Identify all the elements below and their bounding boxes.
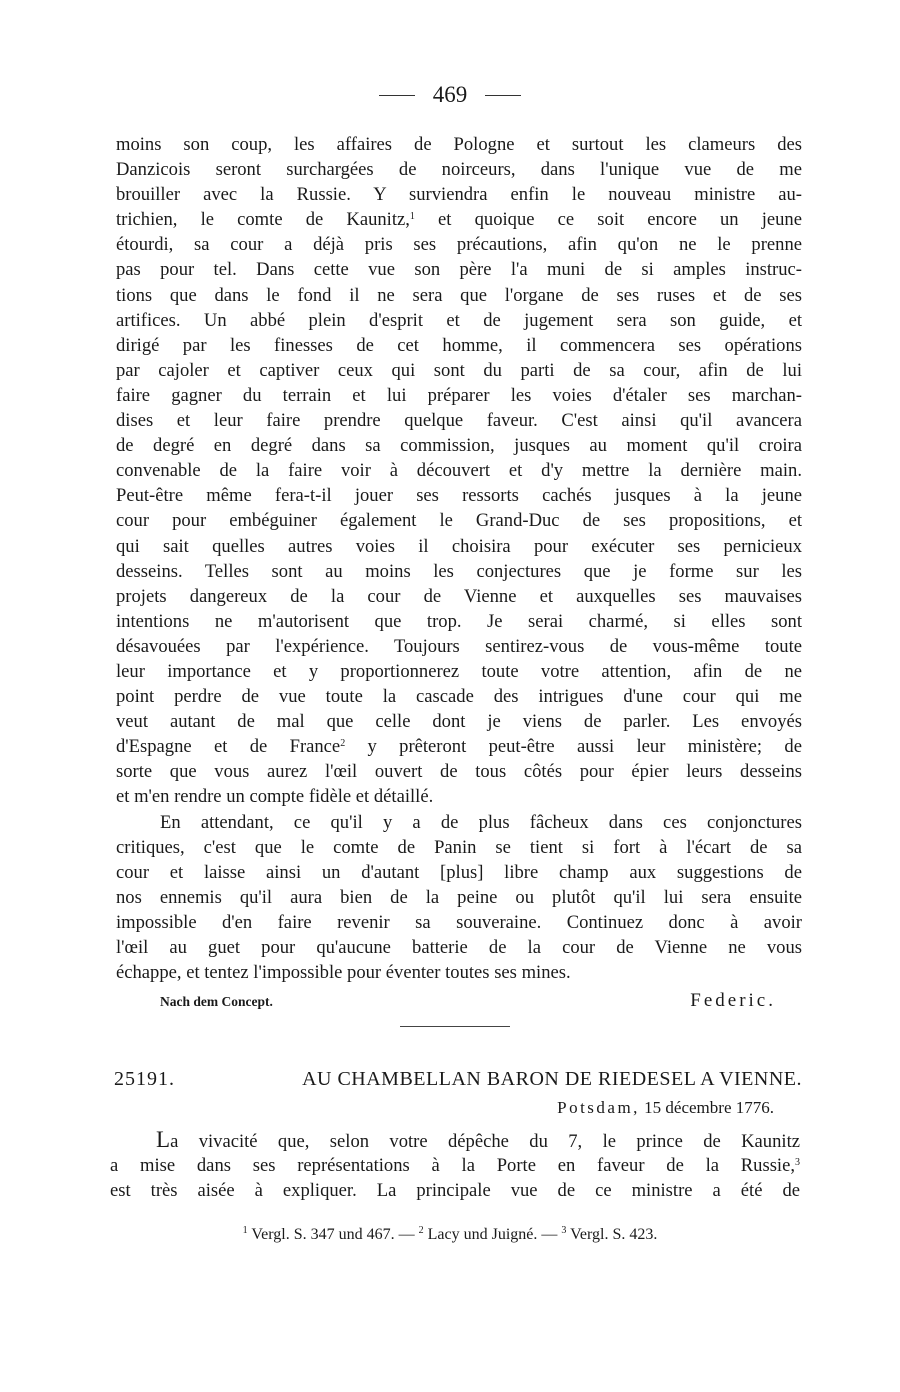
body-line-part: et quoique ce soit encore un jeune (414, 209, 802, 231)
signature: Federic. (690, 990, 776, 1011)
letter-opening (110, 1127, 800, 1204)
source-note: Nach dem Concept. (160, 994, 273, 1009)
body-line: pas pour tel. Dans cette vue son père l'a muni de si amples instruc- (116, 259, 802, 281)
body-line: étourdi, sa cour a déjà pris ses précautions, afin qu'on ne le prenne (116, 234, 802, 256)
body-line: point perdre de vue toute la cascade des intrigues d'une cour qui me (116, 686, 802, 708)
footnote-ref: 1 (409, 211, 415, 223)
body-line: cour et laisse ainsi un d'autant [plus] libre champ aux suggestions de (116, 861, 802, 883)
letter-place: Potsdam, (557, 1098, 640, 1117)
body-line: desseins. Telles sont au moins les conjectures que je forme sur les (116, 560, 802, 582)
body-line: cour pour embéguiner également le Grand-Duc de ses propositions, et (116, 510, 802, 532)
body-line: artifices. Un abbé plein d'esprit et de jugement sera son guide, et (116, 309, 802, 331)
body-line: sorte que vous aurez l'œil ouvert de tous côtés pour épier leurs desseins (116, 761, 802, 783)
body-line: l'œil au guet pour qu'aucune batterie de la cour de Vienne ne vous (116, 937, 802, 958)
footnote-mark: 1 (242, 1225, 248, 1236)
body-line: moins son coup, les affaires de Pologne et surtout les clameurs des (116, 134, 802, 155)
body-line: de degré en degré dans sa commission, jusques au moment qu'il croira (116, 435, 802, 457)
footnote-mark: 3 (561, 1225, 567, 1236)
letter-number: 25191. (114, 1068, 175, 1090)
letter-line: est très aisée à expliquer. La principale vue de ce ministre a été de (110, 1180, 800, 1201)
body-line: projets dangereux de la cour de Vienne et auxquelles ses mauvaises (116, 585, 802, 607)
letter-line-part: a vivacité que, selon votre dépêche du 7, le prince de Kaunitz (170, 1131, 800, 1152)
body-line: brouiller avec la Russie. Y surviendra enfin le nouveau ministre au- (116, 184, 802, 206)
body-line-part: d'Espagne et de France (116, 736, 341, 758)
header-rule-right (485, 95, 521, 96)
body-line: désavouées par l'expérience. Toujours sentirez-vous de vous-même toute (116, 635, 802, 657)
footnote-2: Lacy und Juigné. — (427, 1226, 558, 1243)
body-line: intentions ne m'autorisent que trop. Je serai charmé, si elles sont (116, 610, 802, 632)
body-line-part: trichien, le comte de Kaunitz, (116, 209, 410, 231)
letter-body (116, 132, 802, 985)
letter-line (110, 1127, 800, 1153)
body-line: critiques, c'est que le comte de Panin se tient si fort à l'écart de sa (116, 836, 802, 858)
body-line (116, 207, 802, 232)
body-line: En attendant, ce qu'il y a de plus fâcheux dans ces conjonctures (160, 811, 802, 833)
place-date (557, 1098, 774, 1118)
page-number: 469 (432, 82, 468, 107)
footnote-mark: 2 (418, 1225, 424, 1236)
body-line: par cajoler et captiver ceux qui sont du parti de sa cour, afin de lui (116, 359, 802, 381)
body-line: impossible d'en faire revenir sa souveraine. Continuez donc à avoir (116, 911, 802, 933)
initial-letter: L (156, 1127, 171, 1152)
letter-heading (114, 1068, 802, 1091)
section-divider (400, 1026, 510, 1027)
body-line: dises et leur faire prendre quelque faveur. C'est ainsi qu'il avancera (116, 410, 802, 432)
footnotes (0, 1226, 900, 1244)
signoff (160, 990, 776, 1012)
body-line: nos ennemis qu'il aura bien de la peine ou plutôt qu'il lui sera ensuite (116, 886, 802, 908)
body-line: échappe, et tentez l'impossible pour éventer toutes ses mines. (116, 962, 571, 984)
body-line: faire gagner du terrain et lui préparer les voies d'étaler ses marchan- (116, 384, 802, 406)
footnote-ref: 3 (795, 1156, 800, 1168)
body-line: convenable de la faire voir à découvert et d'y mettre la dernière main. (116, 460, 802, 482)
body-line: Danzicois seront surchargées de noirceurs, dans l'unique vue de me (116, 159, 802, 181)
header-rule-left (379, 95, 415, 96)
letter-date: 15 décembre 1776. (644, 1098, 774, 1117)
footnote-3: Vergl. S. 423. (570, 1226, 658, 1243)
body-line: leur importance et y proportionnerez toute votre attention, afin de ne (116, 660, 802, 682)
body-line: et m'en rendre un compte fidèle et détaillé. (116, 786, 434, 808)
body-line: qui sait quelles autres voies il choisira pour exécuter ses pernicieux (116, 535, 802, 557)
body-line: dirigé par les finesses de cet homme, il commencera ses opérations (116, 334, 802, 356)
footnote-1: Vergl. S. 347 und 467. — (251, 1226, 415, 1243)
body-line (116, 734, 802, 759)
letter-line (110, 1153, 800, 1179)
letter-line-part: a mise dans ses représentations à la Porte en faveur de la Russie, (110, 1154, 795, 1176)
letter-title: AU CHAMBELLAN BARON DE RIEDESEL A VIENNE. (302, 1068, 802, 1090)
body-line: Peut-être même fera-t-il jouer ses ressorts cachés jusques à la jeune (116, 485, 802, 507)
page-header (0, 82, 900, 108)
body-line-part: y prêteront peut-être aussi leur ministère; de (345, 736, 802, 758)
body-line: veut autant de mal que celle dont je viens de parler. Les envoyés (116, 711, 802, 733)
footnote-ref: 2 (340, 738, 346, 750)
body-line: tions que dans le fond il ne sera que l'organe de ses ruses et de ses (116, 284, 802, 306)
